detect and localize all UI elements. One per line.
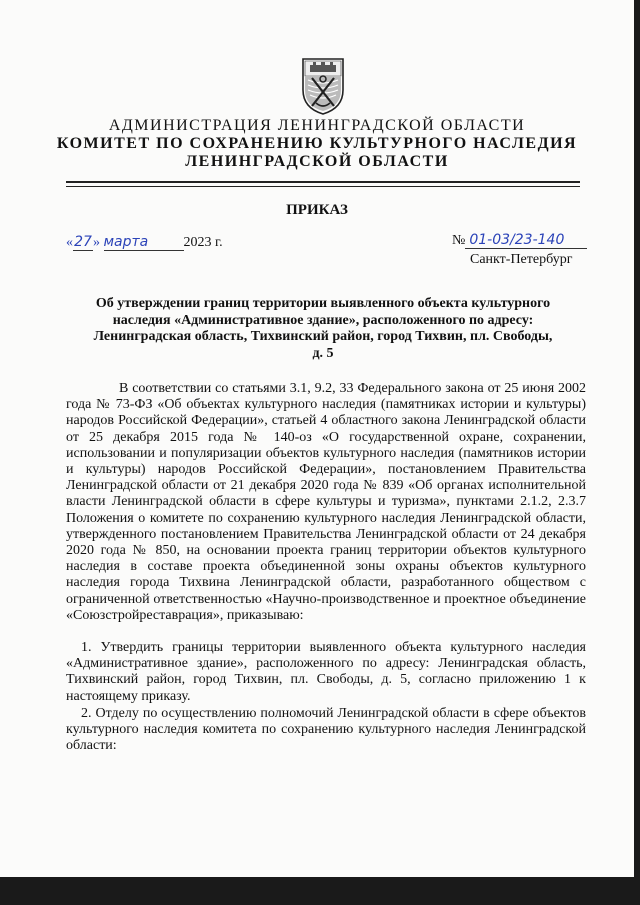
order-item-2: 2. Отделу по осуществлению полномочий Ленинградской области в сфере объектов культурного наследия комитета по сохранению культурного наследия Ленинградской области: [66,706,586,754]
order-number [452,232,587,249]
order-subject: Об утверждении границ территории выявленного объекта культурного наследия «Административное здание», расположенного по адресу: Ленинградская область, Тихвинский район, город Тихвин, пл. Свободы, д. 5 [93,296,553,361]
header-divider-thin [66,186,580,187]
date-open-quote: « [66,235,73,250]
city: Санкт-Петербург [470,252,573,267]
number-value: 01-03/23-140 [465,232,587,249]
committee-title: КОМИТЕТ ПО СОХРАНЕНИЮ КУЛЬТУРНОГО НАСЛЕДИЯ [56,135,578,152]
order-date [66,234,223,251]
order-title: ПРИКАЗ [286,202,348,218]
administration-title: АДМИНИСТРАЦИЯ ЛЕНИНГРАДСКОЙ ОБЛАСТИ [108,117,526,134]
header-divider-thick [66,181,580,183]
region-title: ЛЕНИНГРАДСКОЙ ОБЛАСТИ [185,153,449,170]
date-close-quote: » [93,235,100,250]
coat-of-arms-icon [300,56,346,116]
scan-edge-right [634,0,640,905]
scan-edge-bottom [0,877,640,905]
date-year: 2023 г. [183,235,223,250]
date-month: марта [104,234,184,251]
order-item-1: 1. Утвердить границы территории выявленного объекта культурного наследия «Административное здание», расположенного по адресу: Ленинградская область, Тихвинский район, город Тихвин, пл. Свободы, д. 5, согласно приложению 1 к настоящему приказу. [66,640,586,704]
number-prefix: № [452,233,466,248]
preamble-paragraph: В соответствии со статьями 3.1, 9.2, 33 Федерального закона от 25 июня 2002 года № 73-ФЗ «Об объектах культурного наследия (памятниках истории и культуры) народов Российской Федерации», статьей 4 областного закона Ленинградской области от 25 декабря 2015 года № 140-оз «О государственной охране, сохранении, использовании и популяризации объектов культурного наследия (памятников истории и культуры) народов Российской Федерации», постановлением Правительства Ленинградской области от 21 декабря 2020 года № 839 «Об органах исполнительной власти Ленинградской области в сфере культуры и туризма», пунктами 2.1.2, 2.3.7 Положения о комитете по сохранению культурного наследия Ленинградской области, утвержденного постановлением Правительства Ленинградской области от 24 декабря 2020 года № 850, на основании проекта границ территории объектов культурного наследия в составе проекта объединенной зоны охраны объектов культурного наследия города Тихвина Ленинградской области, разработанного обществом с ограниченной ответственностью «Научно-производственное и проектное объединение «Союзстройреставрация», приказываю: [66,381,586,623]
date-day: 27 [74,234,92,250]
